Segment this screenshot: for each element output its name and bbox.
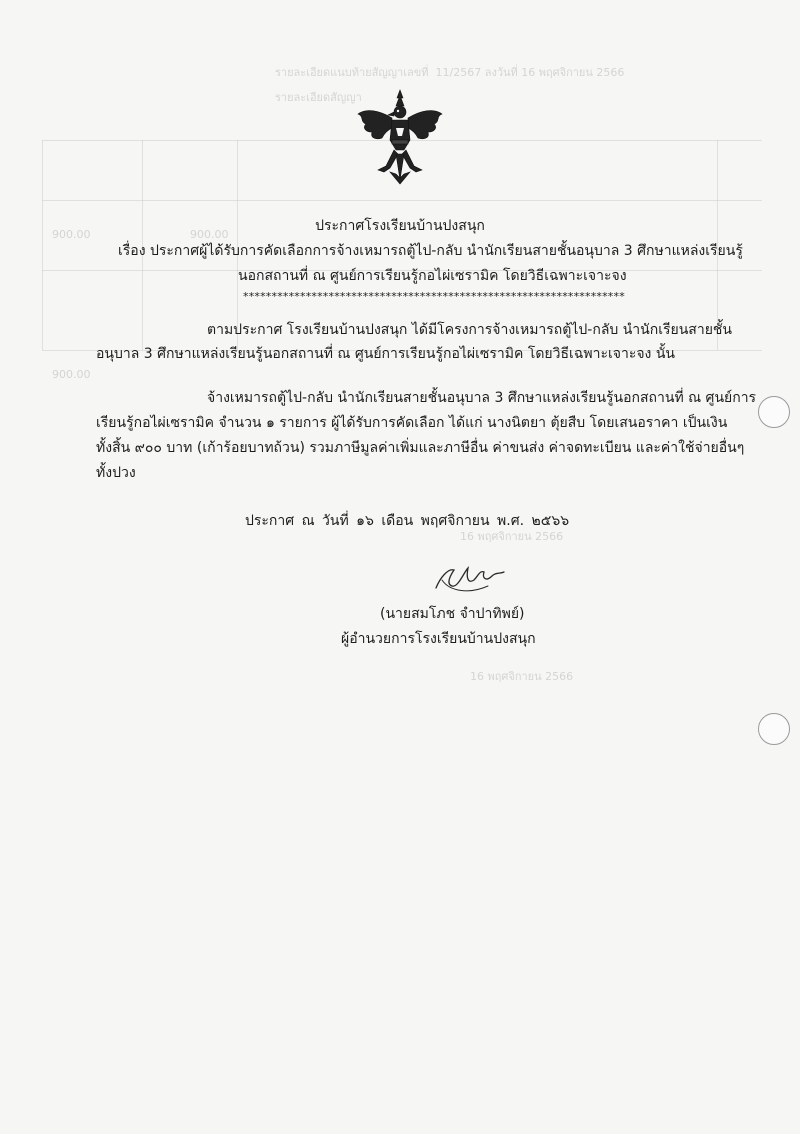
ghost-date-2: 16 พฤศจิกายน 2566 xyxy=(470,670,574,683)
paragraph-1-line-2: อนุบาล 3 ศึกษาแหล่งเรียนรู้นอกสถานที่ ณ ศูนย์การเรียนรู้กอไผ่เซรามิค โดยวิธีเฉพาะเจาะจง นั้น xyxy=(96,346,675,362)
garuda-emblem-icon xyxy=(354,88,446,186)
binder-hole-bottom xyxy=(758,713,790,745)
ghost-amount-1: 900.00 xyxy=(52,228,91,241)
separator-stars: ******************************************************************* xyxy=(243,290,625,303)
ghost-date-1: 16 พฤศจิกายน 2566 xyxy=(460,530,564,543)
ghost-amount-3: 900.00 xyxy=(52,368,91,381)
paragraph-2-line-4: ทั้งปวง xyxy=(96,465,136,481)
subject-line-2: นอกสถานที่ ณ ศูนย์การเรียนรู้กอไผ่เซรามิค โดยวิธีเฉพาะเจาะจง xyxy=(238,268,627,284)
paragraph-1-line-1: ตามประกาศ โรงเรียนบ้านปงสนุก ได้มีโครงการจ้างเหมารถตู้ไป-กลับ นำนักเรียนสายชั้น xyxy=(207,322,732,338)
handwritten-signature xyxy=(430,558,520,598)
binder-hole-top xyxy=(758,396,790,428)
ghost-amount-2: 900.00 xyxy=(190,228,229,241)
paragraph-2-line-2: เรียนรู้กอไผ่เซรามิค จำนวน ๑ รายการ ผู้ได้รับการคัดเลือก ได้แก่ นางนิตยา ตุ้ยสืบ โดยเสนอราคา เป็นเงิน xyxy=(96,415,728,431)
ghost-header-1: รายละเอียดแนบท้ายสัญญาเลขที่ 11/2567 ลงวันที่ 16 พฤศจิกายน 2566 xyxy=(275,66,625,79)
document-title: ประกาศโรงเรียนบ้านปงสนุก xyxy=(315,218,485,234)
ghost-header-2: รายละเอียดสัญญา xyxy=(275,91,362,104)
subject-line-1: เรื่อง ประกาศผู้ได้รับการคัดเลือกการจ้างเหมารถตู้ไป-กลับ นำนักเรียนสายชั้นอนุบาล 3 ศึกษาแหล่งเรียนรู้ xyxy=(118,243,743,259)
signer-name: (นายสมโภช จำปาทิพย์) xyxy=(380,606,525,622)
announcement-date: ประกาศ ณ วันที่ ๑๖ เดือน พฤศจิกายน พ.ศ. ๒๕๖๖ xyxy=(245,513,570,529)
paragraph-2-line-3: ทั้งสิ้น ๙๐๐ บาท (เก้าร้อยบาทถ้วน) รวมภาษีมูลค่าเพิ่มและภาษีอื่น ค่าขนส่ง ค่าจดทะเบียน และค่าใช้จ่ายอื่นๆ xyxy=(96,440,745,456)
paragraph-2-line-1: จ้างเหมารถตู้ไป-กลับ นำนักเรียนสายชั้นอนุบาล 3 ศึกษาแหล่งเรียนรู้นอกสถานที่ ณ ศูนย์การ xyxy=(207,390,757,406)
signer-position: ผู้อำนวยการโรงเรียนบ้านปงสนุก xyxy=(341,631,536,647)
